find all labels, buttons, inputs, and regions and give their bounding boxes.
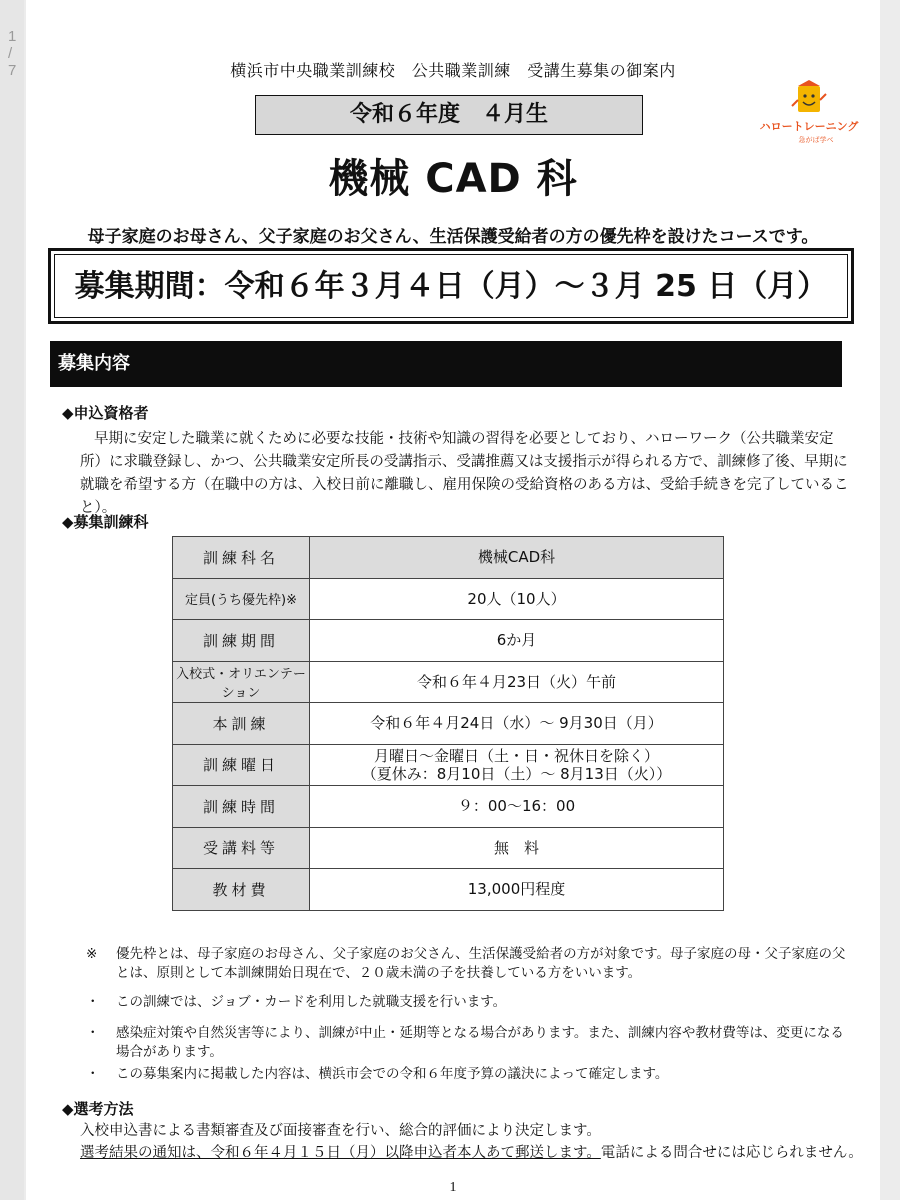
row-value: 令和６年４月24日（水）～ 9月30日（月） <box>310 703 724 745</box>
note-item <box>86 1024 856 1062</box>
logo-tagline: 急がば学べ <box>798 136 834 144</box>
note-item <box>86 1065 856 1084</box>
priority-subtitle: 母子家庭のお母さん、父子家庭のお父さん、生活保護受給者の方の優先枠を設けたコースです。 <box>87 227 819 247</box>
row-label: 教材費 <box>173 869 310 911</box>
selection-notice <box>80 1141 863 1162</box>
document-page <box>26 0 880 1200</box>
table-row <box>173 620 724 662</box>
row-value: 令和６年４月23日（火）午前 <box>310 661 724 703</box>
viewer-right-margin <box>880 0 900 1200</box>
selection-notice-underlined: 選考結果の通知は、令和６年４月１５日（月）以降申込者本人あて郵送します。 <box>80 1145 601 1161</box>
note-text: 優先枠とは、母子家庭のお母さん、父子家庭のお父さん、生活保護受給者の方が対象です。母子家庭の母・父子家庭の父とは、原則として本訓練開始日現在で、２０歳未満の子を扶養している方をいいます。 <box>116 946 846 981</box>
row-value: 6か月 <box>310 620 724 662</box>
page-indicator: 1 / 7 <box>8 28 17 79</box>
table-row <box>173 744 724 786</box>
course-title: 機械 CAD 科 <box>328 156 578 202</box>
table-row <box>173 703 724 745</box>
table-row <box>173 578 724 620</box>
row-label: 訓練曜日 <box>173 744 310 786</box>
selection-text: 入校申込書による書類審査及び面接審査を行い、総合的評価により決定します。 <box>80 1123 601 1139</box>
row-label: 訓練期間 <box>173 620 310 662</box>
selection-heading: ◆選考方法 <box>62 1100 134 1118</box>
note-item <box>86 993 856 1012</box>
row-label: 訓練時間 <box>173 786 310 828</box>
table-row <box>173 869 724 911</box>
table-row <box>173 661 724 703</box>
logo-text: ハロートレーニング <box>759 120 859 133</box>
note-mark: ・ <box>86 994 100 1010</box>
row-value: 13,000円程度 <box>310 869 724 911</box>
selection-notice-rest: 電話による問合せには応じられません。 <box>600 1145 863 1161</box>
row-value-secondary: （夏休み：8月10日（土）～ 8月13日（火）） <box>361 764 672 783</box>
row-label: 本訓練 <box>173 703 310 745</box>
row-value: 無 料 <box>310 827 724 869</box>
row-label: 定員(うち優先枠)※ <box>173 578 310 620</box>
section-title: 募集内容 <box>50 341 842 387</box>
viewer-sidebar <box>0 0 24 1200</box>
row-value: 月曜日～金曜日（土・日・祝休日を除く） <box>373 746 659 765</box>
row-value-multiline <box>310 744 724 786</box>
org-header-line: 横浜市中央職業訓練校 公共職業訓練 受講生募集の御案内 <box>230 61 676 80</box>
note-text: この募集案内に掲載した内容は、横浜市会での令和６年度予算の議決によって確定します。 <box>116 1066 669 1082</box>
row-value: ９：00～16：00 <box>310 786 724 828</box>
row-label: 訓練科名 <box>173 537 310 579</box>
row-label: 入校式・オリエンテーション <box>173 661 310 703</box>
eligibility-text: 早期に安定した職業に就くために必要な技能・技術や知識の習得を必要としており、ハローワーク（公共職業安定所）に求職登録し、かつ、公共職業安定所長の受講指示、受講推薦又は支援指示が得られる方で、訓練修了後、早期に就職を希望する方（在職中の方は、入校日前に離職し、雇用保険の受給資格のある方は、受給手続きを完了していること）。 <box>80 431 849 516</box>
table-row <box>173 537 724 579</box>
row-value: 20人（10人） <box>310 578 724 620</box>
course-table <box>172 536 724 911</box>
table-row <box>173 786 724 828</box>
note-text: 感染症対策や自然災害等により、訓練が中止・延期等となる場合があります。また、訓練内容や教材費等は、変更になる場合があります。 <box>116 1025 844 1060</box>
courses-heading: ◆募集訓練科 <box>62 513 149 531</box>
note-item <box>86 945 856 983</box>
cohort-label: 令和６年度 ４月生 <box>255 95 643 135</box>
table-row <box>173 827 724 869</box>
note-mark: ※ <box>86 946 98 962</box>
note-mark: ・ <box>86 1066 100 1082</box>
row-value: 機械CAD科 <box>310 537 724 579</box>
page-number: 1 <box>449 1180 457 1195</box>
recruitment-period-box <box>48 248 854 324</box>
eligibility-heading: ◆申込資格者 <box>62 404 149 422</box>
note-mark: ・ <box>86 1025 100 1041</box>
note-text: この訓練では、ジョブ・カードを利用した就職支援を行います。 <box>116 994 507 1010</box>
row-label: 受講料等 <box>173 827 310 869</box>
recruitment-period: 募集期間：令和６年３月４日（月）～３月 25 日（月） <box>54 254 848 318</box>
